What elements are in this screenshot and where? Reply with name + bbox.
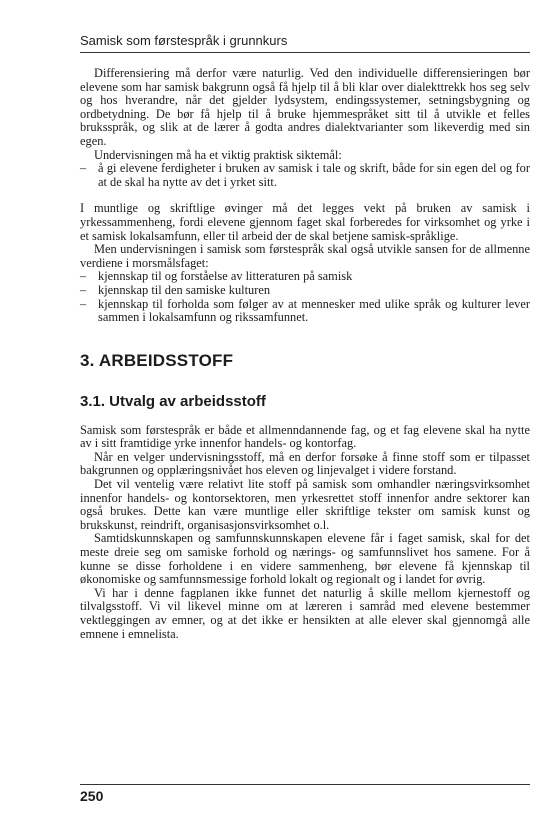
paragraph: Det vil ventelig være relativt lite stoff på samisk som omhandler næringsvirksomhet innenfor handels- og kontorsektoren, men yrkesrettet stoff innenfor andre sektorer kan også brukes. Dette kan være muntlige eller skriftlige tekster om samisk kunst og brukskunst, reindrift, organisasjonsvirksomhet o.l. (80, 477, 530, 532)
values-list (80, 270, 530, 324)
paragraph: I muntlige og skriftlige øvinger må det legges vekt på bruken av samisk i yrkessammenheng, fordi elevene gjennom faget skal forberedes for virksomhet og yrke i et samisk lokalsamfunn, eller til arbeid der de skal betjene samisk-språklige. (80, 201, 530, 243)
paragraph: Vi har i denne fagplanen ikke funnet det naturlig å skille mellom kjernestoff og tilvalgsstoff. Vi vil likevel minne om at læreren i samråd med elevene bestemmer vektleggingen av emner, og at det ikke er hensikten at alle elever skal gjennomgå alle emnene i emnelista. (80, 585, 530, 641)
header-rule (80, 52, 530, 53)
running-title: Samisk som førstespråk i grunnkurs (80, 33, 288, 48)
body-text (80, 67, 530, 641)
paragraph: Når en velger undervisningsstoff, må en derfor forsøke å finne stoff som er tilpasset bakgrunnen og opplæringsnivået hos eleven og linjevalget i videre forstand. (80, 449, 530, 478)
list-item: – kjennskap til forholda som følger av at mennesker med ulike språk og kulturer lever sammen i lokalsamfunn og rikssamfunnet. (80, 298, 530, 325)
paragraph: Men undervisningen i samisk som førstespråk skal også utvikle sansen for de allmenne verdiene i morsmålsfaget: (80, 242, 530, 270)
footer-rule (80, 784, 530, 785)
paragraph: Samisk som førstespråk er både et allmenndannende fag, og et fag elevene skal ha nytte av i sitt framtidige yrke innenfor handels- og kontorfag. (80, 422, 530, 451)
page-number: 250 (80, 788, 104, 804)
aim-list (80, 162, 530, 189)
paragraph: Differensiering må derfor være naturlig. Ved den individuelle differensieringen bør elevene som har samisk bakgrunn også få hjelp til å bli klar over dialekttrekk hos seg selv og hos hverandre, når det gjelder lydsystem, endingssystemer, setningsbygning og ordbetydning. De bør få hjelp til å bruke hjemmespråket sitt til å utvikle et felles bruksspråk, og slik at de lærer å godta andres dialektvarianter som likeverdig med sin egen. (80, 66, 530, 148)
list-item: – kjennskap til og forståelse av litteraturen på samisk (80, 270, 530, 284)
section-heading: 3.1. Utvalg av arbeidsstoff (80, 392, 266, 410)
chapter-heading: 3. ARBEIDSSTOFF (80, 350, 234, 370)
paragraph: Samtidskunnskapen og samfunnskunnskapen elevene får i faget samisk, skal for det meste dreie seg om samiske forhold og nærings- og samfunnslivet hos samene. For å kunne se disse forholdene i en videre sammenheng, bør elevene få kjennskap til økonomiske og samfunnsmessige forhold lokalt og regionalt og i landet for øvrig. (80, 531, 530, 587)
list-item: – kjennskap til den samiske kulturen (80, 284, 530, 298)
paragraph: Undervisningen må ha et viktig praktisk siktemål: (94, 147, 342, 162)
list-item: – å gi elevene ferdigheter i bruken av samisk i tale og skrift, både for sin egen del og for at de skal ha nytte av det i yrket sitt. (80, 162, 530, 189)
